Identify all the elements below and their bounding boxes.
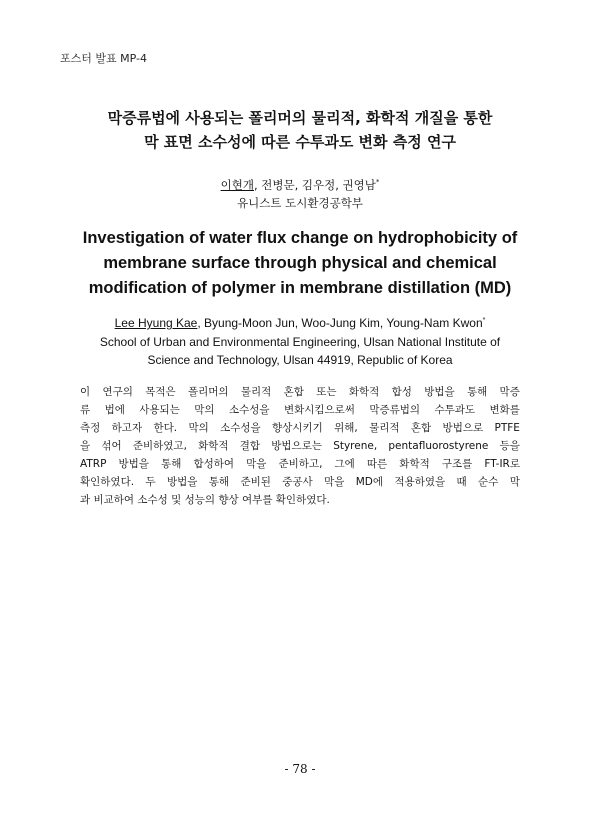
abstract-word: 때 [456, 476, 467, 488]
korean-title [40, 106, 560, 154]
abstract-word: Styrene, [333, 440, 378, 452]
abstract-line [80, 437, 520, 455]
korean-presenting-author: 이현개 [220, 178, 254, 192]
abstract-word: 통해 [466, 386, 488, 398]
abstract-word: 막을 [246, 458, 267, 470]
abstract-word: 또는 [316, 386, 337, 398]
abstract-word: 을 [80, 440, 91, 452]
abstract-word: 소수성을 [228, 404, 270, 416]
abstract-word: 확인하였다. [80, 476, 135, 488]
abstract-word: 방법으로는 [271, 440, 322, 452]
abstract-word: 화학적 [348, 386, 380, 398]
abstract-line [80, 473, 520, 491]
abstract-word: 화학적 [399, 458, 430, 470]
english-title-line-1: Investigation of water flux change on hydrophobicity of [82, 229, 518, 247]
abstract-word: 통해 [161, 458, 182, 470]
abstract-word: 물리적 [240, 386, 272, 398]
abstract-word: 화학적 [198, 440, 229, 452]
abstract-word: 방법으로 [442, 422, 484, 434]
abstract-line [80, 383, 520, 401]
abstract-word: 결합 [239, 440, 261, 452]
abstract-word: 사용되는 [139, 404, 180, 416]
session-label: 포스터 발표 MP-4 [60, 52, 147, 65]
abstract-word: 변화를 [489, 404, 520, 416]
abstract-word: 연구의 [102, 386, 133, 398]
abstract-word: 막증류법의 [369, 404, 421, 416]
abstract-word: 막을 [324, 476, 345, 488]
abstract-word: 준비하고, [278, 458, 323, 470]
abstract-word: 통해 [208, 476, 230, 488]
abstract-word: 막증 [499, 386, 520, 398]
english-authors-block [40, 314, 560, 370]
abstract-word: 적용하였을 [394, 476, 446, 488]
abstract-word: 소수성을 [220, 422, 261, 434]
abstract-word: 중공사 [282, 476, 313, 488]
english-affiliation-line-2: Science and Technology, Ulsan 44919, Republic of Korea [147, 353, 453, 367]
korean-coauthors: , 전병문, 김우정, 권영남 [253, 178, 376, 192]
abstract-word: 향상시키기 [272, 422, 323, 434]
abstract-word: 측정 [80, 422, 101, 434]
korean-title-line-2: 막 표면 소수성에 따른 수투과도 변화 측정 연구 [144, 133, 456, 151]
page-number: - 78 - [284, 762, 316, 776]
abstract-line [80, 401, 520, 419]
korean-authors-block [40, 176, 560, 212]
abstract-body [80, 383, 520, 509]
abstract-line: 과 비교하여 소수성 및 성능의 향상 여부를 확인하였다. [80, 494, 330, 506]
abstract-word: 구조를 [441, 458, 473, 470]
abstract-word: ATRP [80, 458, 107, 470]
abstract-word: 목적은 [145, 386, 176, 398]
abstract-word: 합성 [391, 386, 412, 398]
abstract-word: 하고자 [111, 422, 143, 434]
english-authors [40, 314, 560, 333]
abstract-word: 섞어 [101, 440, 122, 452]
abstract-word: 방법을 [118, 458, 149, 470]
abstract-line [80, 455, 520, 473]
english-title-line-2: membrane surface through physical and chemical [103, 254, 497, 272]
korean-affiliation: 유니스트 도시환경공학부 [237, 196, 363, 210]
abstract-word: 한다. [153, 422, 178, 434]
abstract-word: 위해, [334, 422, 358, 434]
abstract-word: 막의 [188, 422, 209, 434]
english-presenting-author: Lee Hyung Kae [114, 316, 198, 330]
english-title [40, 226, 560, 301]
abstract-word: PTFE [494, 422, 520, 434]
abstract-word: 혼합 [283, 386, 304, 398]
english-corresponding-mark: * [482, 317, 486, 324]
abstract-word: 준비된 [240, 476, 271, 488]
abstract-word: 따른 [366, 458, 388, 470]
abstract-line [80, 419, 520, 437]
abstract-word: 순수 [478, 476, 499, 488]
abstract-word: MD에 [355, 476, 384, 488]
english-coauthors: , Byung-Moon Jun, Woo-Jung Kim, Young-Nam Kwon [197, 316, 483, 330]
abstract-word: 그에 [334, 458, 355, 470]
english-title-line-3: modification of polymer in membrane distillation (MD) [88, 279, 512, 297]
abstract-word: 류 [80, 404, 91, 416]
abstract-word: 혼합 [410, 422, 432, 434]
english-affiliation-line-1: School of Urban and Environmental Engineering, Ulsan National Institute of [99, 334, 501, 349]
abstract-word: 두 [145, 476, 156, 488]
abstract-word: pentafluorostyrene [388, 440, 489, 452]
abstract-word: 막 [509, 476, 520, 488]
abstract-word: 물리적 [369, 422, 400, 434]
abstract-word: 방법을 [424, 386, 455, 398]
korean-corresponding-mark: * [375, 178, 380, 187]
abstract-word: 수투과도 [434, 404, 476, 416]
abstract-word: FT-IR로 [484, 458, 520, 470]
abstract-word: 방법을 [166, 476, 198, 488]
abstract-word: 법에 [104, 404, 125, 416]
abstract-word: 등을 [499, 440, 520, 452]
abstract-word: 폴리머의 [187, 386, 229, 398]
abstract-word: 변화시킴으로써 [283, 404, 355, 416]
abstract-word: 막의 [194, 404, 215, 416]
korean-authors [40, 176, 560, 194]
abstract-word: 이 [80, 386, 91, 398]
abstract-word: 합성하여 [193, 458, 235, 470]
abstract-word: 준비하였고, [132, 440, 187, 452]
korean-title-line-1: 막증류법에 사용되는 폴리머의 물리적, 화학적 개질을 통한 [107, 109, 493, 127]
